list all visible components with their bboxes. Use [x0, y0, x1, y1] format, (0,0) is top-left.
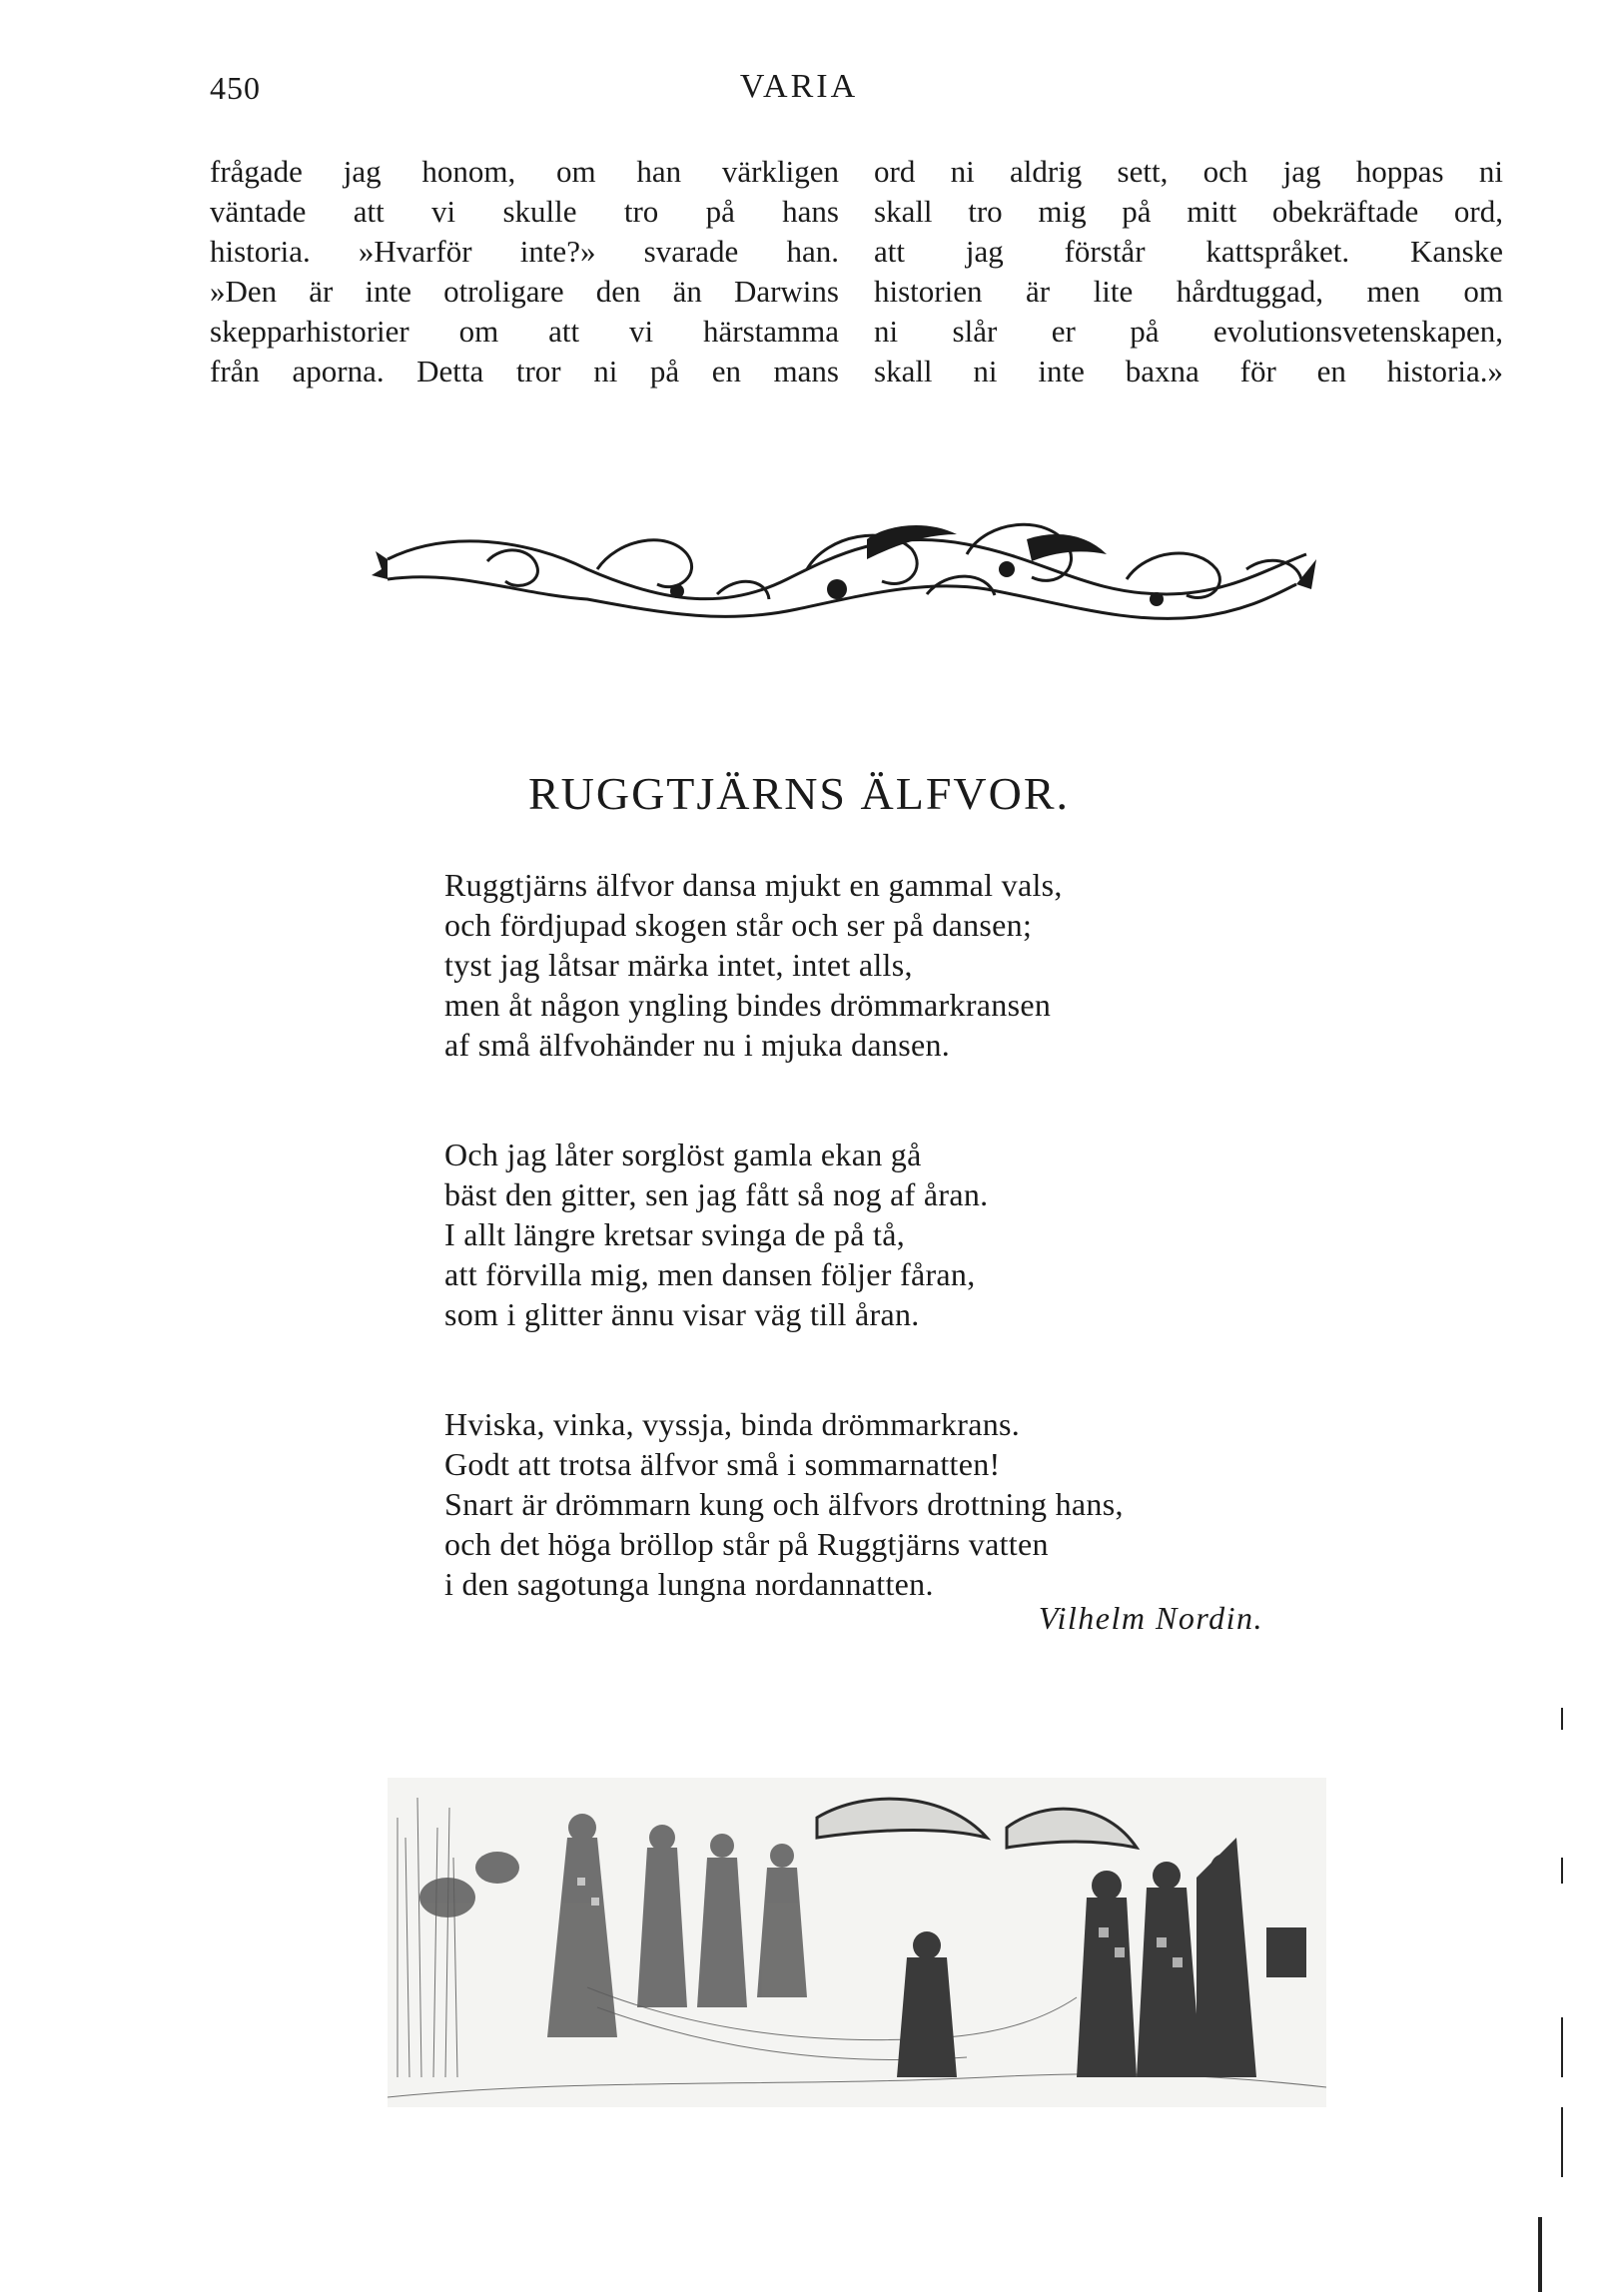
scan-margin-mark: [1561, 2107, 1563, 2177]
poem-title: RUGGTJÄRNS ÄLFVOR.: [527, 768, 1071, 819]
prose-left-column: [210, 152, 839, 391]
decorative-ornament: [368, 499, 1326, 639]
poem-line: bäst den gitter, sen jag fått så nog af åran.: [444, 1176, 989, 1212]
prose-line: ord ni aldrig sett, och jag hoppas ni: [874, 154, 1503, 189]
prose-line: att jag förstår kattspråket. Kanske: [874, 234, 1503, 269]
prose-line: från aporna. Detta tror ni på en mans: [210, 354, 839, 388]
prose-line: »Den är inte otroligare den än Darwins: [210, 274, 839, 309]
prose-line: historia. »Hvarför inte?» svarade han.: [210, 234, 839, 269]
poem-line: af små älfvohänder nu i mjuka dansen.: [444, 1027, 951, 1063]
prose-right-column: [874, 152, 1503, 391]
scan-margin-mark: [1538, 2217, 1542, 2292]
prose-line: skall tro mig på mitt obekräftade ord,: [874, 194, 1503, 229]
prose-line: ni slår er på evolutionsvetenskapen,: [874, 314, 1503, 349]
prose-line: historien är lite hårdtuggad, men om: [874, 274, 1503, 309]
poem-stanza: [444, 1135, 1273, 1334]
poem-line: Och jag låter sorglöst gamla ekan gå: [444, 1137, 922, 1172]
prose-line: skall ni inte baxna för en historia.»: [874, 354, 1503, 388]
poem-line: Ruggtjärns älfvor dansa mjukt en gammal vals,: [444, 867, 1063, 903]
running-title: VARIA: [739, 68, 859, 105]
poem-line: och fördjupad skogen står och ser på dansen;: [444, 907, 1033, 943]
poem-author: Vilhelm Nordin.: [1038, 1600, 1263, 1636]
poem-line: I allt längre kretsar svinga de på tå,: [444, 1216, 905, 1252]
poem-line: och det höga bröllop står på Ruggtjärns vatten: [444, 1526, 1049, 1562]
poem-body: [444, 865, 1273, 1674]
page-number: 450: [210, 70, 261, 106]
poem-line: Snart är drömmarn kung och älfvors drottning hans,: [444, 1486, 1124, 1522]
poem-line: Godt att trotsa älfvor små i sommarnatten!: [444, 1446, 1001, 1482]
scan-margin-mark: [1561, 1858, 1563, 1884]
prose-line: frågade jag honom, om han värkligen: [210, 154, 839, 189]
poem-line: att förvilla mig, men dansen följer fåran,: [444, 1256, 976, 1292]
poem-line: tyst jag låtsar märka intet, intet alls,: [444, 947, 913, 983]
scan-margin-mark: [1561, 1708, 1563, 1730]
poem-line: i den sagotunga lungna nordannatten.: [444, 1566, 934, 1602]
prose-line: skepparhistorier om att vi härstamma: [210, 314, 839, 349]
poem-line: men åt någon yngling bindes drömmarkransen: [444, 987, 1052, 1023]
poem-stanza: [444, 865, 1273, 1065]
prose-line: väntade att vi skulle tro på hans: [210, 194, 839, 229]
poem-line: som i glitter ännu visar väg till åran.: [444, 1296, 920, 1332]
poem-stanza: [444, 1404, 1273, 1604]
poem-line: Hviska, vinka, vyssja, binda drömmarkrans.: [444, 1406, 1021, 1442]
scan-margin-mark: [1561, 2017, 1563, 2077]
elf-dance-illustration: [388, 1778, 1326, 2107]
